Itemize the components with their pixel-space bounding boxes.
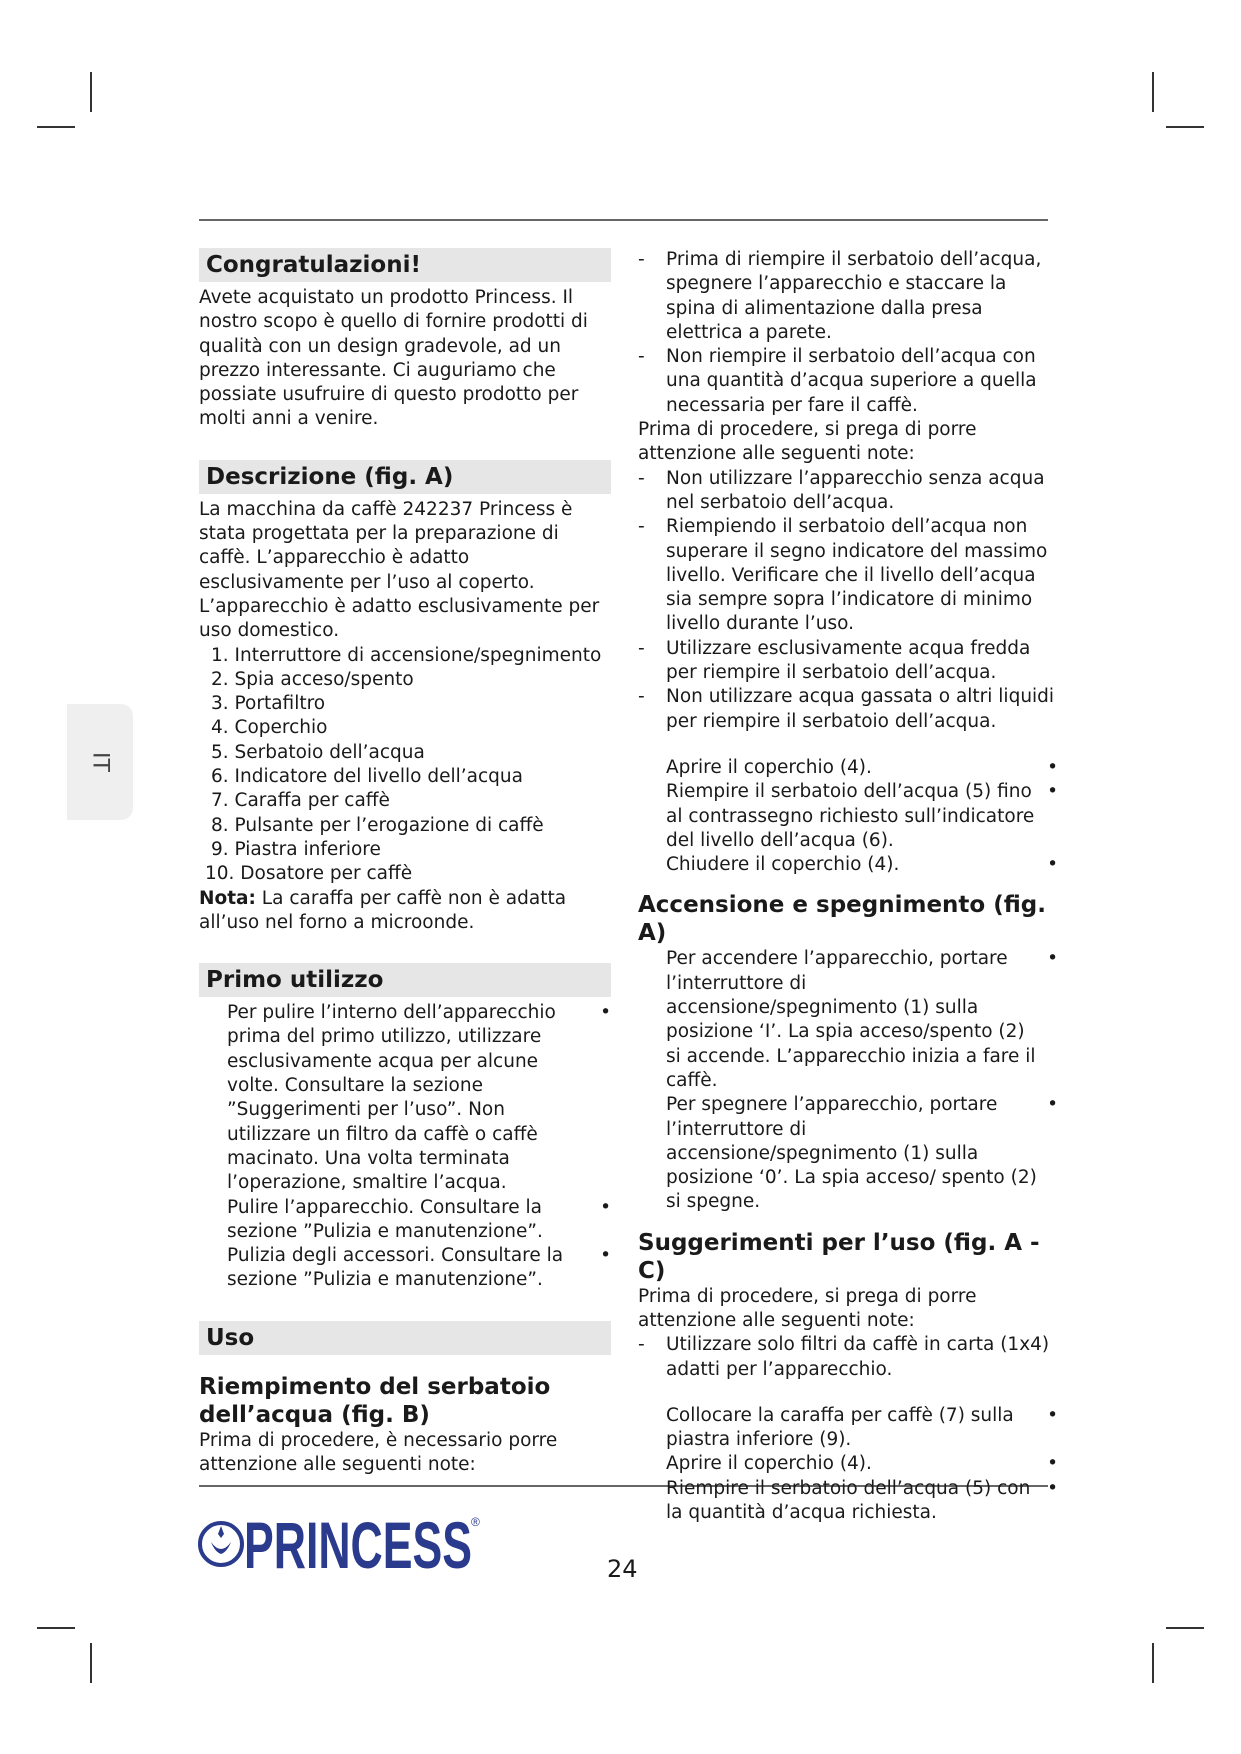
list-item: - Utilizzare esclusivamente acqua fredda per riempire il serbatoio dell’acqua. (638, 637, 1031, 684)
note-paragraph (199, 887, 611, 936)
language-label: IT (87, 752, 113, 772)
suggerimenti-intro: Prima di procedere, si prega di porre attenzione alle seguenti note: (638, 1285, 977, 1331)
list-item: Collocare la caraffa per caffè (7) sulla piastra inferiore (9). • (666, 1404, 1058, 1451)
list-item: Per spegnere l’apparecchio, portare l’interruttore di accensione/spegnimento (1) sulla posizione ‘0’. La spia acceso/ spento (2) si spegne. • (666, 1094, 1058, 1213)
list-item: - Non riempire il serbatoio dell’acqua con una quantità d’acqua superiore a quella necessaria per fare il caffè. (638, 346, 1037, 416)
list-item: Riempire il serbatoio dell’acqua (5) fino al contrassegno richiesto sull’indicatore del livello dell’acqua (6). • (666, 781, 1058, 851)
list-item: 6. Indicatore del livello dell’acqua (211, 766, 523, 788)
subsection-title-riempimento: Riempimento del serbatoio dell’acqua (fig. B) (199, 1373, 551, 1428)
list-item: 8. Pulsante per l’erogazione di caffè (211, 814, 544, 836)
list-item: - Prima di riempire il serbatoio dell’acqua, spegnere l’apparecchio e staccare la spina di alimentazione dalla presa elettrica a parete. (638, 249, 1042, 343)
section-title-uso: Uso (199, 1321, 611, 1355)
section-title-congratulazioni: Congratulazioni! (199, 248, 611, 282)
top-rule (199, 219, 1048, 221)
parts-list (199, 644, 611, 887)
crop-mark (1166, 1627, 1204, 1629)
list-item: - Non utilizzare l’apparecchio senza acqua nel serbatoio dell’acqua. (638, 467, 1045, 513)
list-item: Pulire l’apparecchio. Consultare la sezione ”Pulizia e manutenzione”. • (227, 1196, 611, 1242)
list-item: - Utilizzare solo filtri da caffè in carta (1x4) adatti per l’apparecchio. (638, 1334, 1050, 1380)
intro-paragraph: Avete acquistato un prodotto Princess. Il nostro scopo è quello di fornire prodotti di qualità con un design gradevole, ad un prezzo interessante. Ci auguriamo che possiate usufruire di questo prodotto per molti anni a venire. (199, 287, 588, 430)
right-column (638, 248, 1058, 1525)
list-item: 2. Spia acceso/spento (211, 668, 414, 690)
list-item: 1. Interruttore di accensione/spegnimento (211, 644, 602, 666)
princess-logo (197, 1506, 487, 1588)
list-item: - Non utilizzare acqua gassata o altri liquidi per riempire il serbatoio dell’acqua. (638, 686, 1055, 732)
list-item: 7. Caraffa per caffè (211, 790, 390, 812)
list-item: Pulizia degli accessori. Consultare la sezione ”Pulizia e manutenzione”. • (227, 1245, 611, 1291)
section-title-suggerimenti: Suggerimenti per l’uso (fig. A - C) (638, 1229, 1040, 1284)
left-column (199, 248, 611, 1477)
list-item: Aprire il coperchio (4). • (666, 756, 1058, 778)
logo-wordmark: PRINCESS (244, 1508, 472, 1582)
list-item: 3. Portafiltro (211, 693, 326, 715)
crop-mark (1152, 1643, 1154, 1683)
list-item: Per pulire l’interno dell’apparecchio prima del primo utilizzo, utilizzare esclusivamente acqua per alcune volte. Consultare la sezione ”Suggerimenti per l’uso”. Non utilizzare un filtro da caffè o caffè macinato. Una volta terminata l’operazione, smaltire l’acqua. • (227, 1002, 611, 1194)
section-title-descrizione: Descrizione (fig. A) (199, 460, 611, 494)
list-item: - Riempiendo il serbatoio dell’acqua non superare il segno indicatore del massimo livello. Verificare che il livello dell’acqua sia sempre sopra l’indicatore di minimo livello durante l’uso. (638, 516, 1048, 635)
crop-mark (1166, 126, 1204, 128)
crop-mark (1152, 72, 1154, 112)
description-paragraph: La macchina da caffè 242237 Princess è stata progettata per la preparazione di caffè. L’apparecchio è adatto esclusivamente per l’uso al coperto. L’apparecchio è adatto esclusivamente per uso domestico. (199, 498, 600, 642)
list-item: 9. Piastra inferiore (211, 838, 381, 860)
crop-mark (37, 1627, 75, 1629)
list-item: 5. Serbatoio dell’acqua (211, 741, 425, 763)
note-label: Nota: (199, 887, 256, 909)
section-title-accensione: Accensione e spegnimento (fig. A) (638, 892, 1046, 947)
list-item: 10. Dosatore per caffè (205, 863, 413, 885)
crop-mark (37, 126, 75, 128)
list-item: Chiudere il coperchio (4). • (666, 854, 1058, 876)
list-item: Aprire il coperchio (4). • (666, 1453, 1058, 1475)
note-intro: Prima di procedere, si prega di porre attenzione alle seguenti note: (638, 419, 977, 465)
list-item: Per accendere l’apparecchio, portare l’interruttore di accensione/spegnimento (1) sulla posizione ‘I’. La spia acceso/spento (2) si accende. L’apparecchio inizia a fare il caffè. • (666, 948, 1058, 1091)
riempimento-paragraph: Prima di procedere, è necessario porre attenzione alle seguenti note: (199, 1429, 558, 1475)
note-text: La caraffa per caffè non è adatta all’uso nel forno a microonde. (199, 887, 567, 933)
crop-mark (90, 1643, 92, 1683)
svg-text:®: ® (471, 1515, 480, 1529)
list-item: 4. Coperchio (211, 717, 328, 739)
section-title-primo-utilizzo: Primo utilizzo (199, 963, 611, 997)
page-number: 24 (607, 1555, 638, 1583)
list-item: Riempire il serbatoio dell’acqua (5) con la quantità d’acqua richiesta. • (666, 1477, 1058, 1524)
crop-mark (90, 72, 92, 112)
language-tab (67, 704, 133, 820)
